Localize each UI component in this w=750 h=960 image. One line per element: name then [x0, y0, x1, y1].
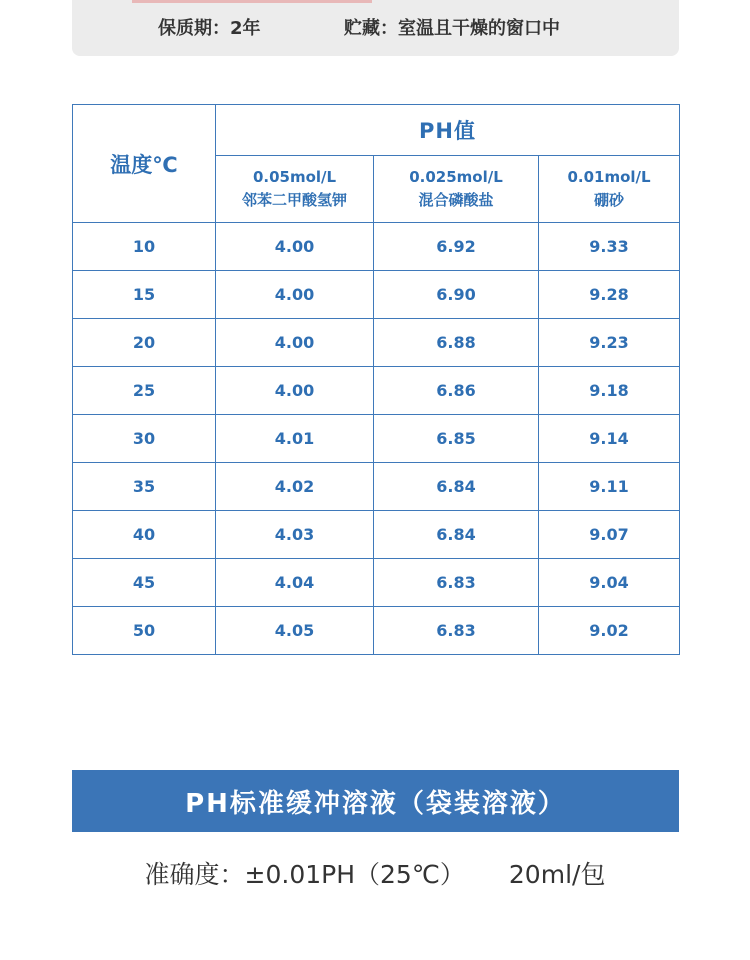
ph-cell-phthalate: 4.01 — [216, 415, 374, 463]
temperature-header: 温度℃ — [73, 105, 216, 223]
column-header-substance: 混合磷酸盐 — [418, 191, 494, 209]
column-header-substance: 硼砂 — [594, 191, 625, 209]
column-header-concentration: 0.01mol/L — [567, 168, 651, 186]
ph-cell-phosphate: 6.84 — [374, 463, 539, 511]
ph-cell-borax: 9.04 — [539, 559, 680, 607]
table-row — [73, 607, 680, 655]
ph-cell-borax: 9.14 — [539, 415, 680, 463]
ph-cell-borax: 9.28 — [539, 271, 680, 319]
temperature-cell: 30 — [73, 415, 216, 463]
ph-cell-phthalate: 4.05 — [216, 607, 374, 655]
table-row — [73, 463, 680, 511]
table-row — [73, 223, 680, 271]
accuracy-line — [0, 855, 750, 891]
ph-cell-phosphate: 6.85 — [374, 415, 539, 463]
table-row — [73, 559, 680, 607]
column-header-concentration: 0.05mol/L — [252, 168, 337, 186]
ph-cell-borax: 9.18 — [539, 367, 680, 415]
ph-cell-phosphate: 6.86 — [374, 367, 539, 415]
section-title: PH标准缓冲溶液（袋装溶液） — [185, 788, 566, 819]
section-title-banner — [72, 770, 679, 832]
ph-cell-phthalate: 4.00 — [216, 367, 374, 415]
ph-cell-phosphate: 6.83 — [374, 607, 539, 655]
ph-cell-phosphate: 6.92 — [374, 223, 539, 271]
temperature-cell: 45 — [73, 559, 216, 607]
table-row — [73, 271, 680, 319]
ph-cell-phthalate: 4.03 — [216, 511, 374, 559]
temperature-cell: 35 — [73, 463, 216, 511]
volume-text: 20ml/包 — [508, 860, 606, 889]
ph-cell-borax: 9.33 — [539, 223, 680, 271]
ph-cell-phthalate: 4.00 — [216, 223, 374, 271]
ph-value-table — [72, 104, 680, 655]
ph-cell-borax: 9.23 — [539, 319, 680, 367]
ph-cell-phosphate: 6.84 — [374, 511, 539, 559]
ph-cell-phthalate: 4.00 — [216, 319, 374, 367]
ph-cell-borax: 9.02 — [539, 607, 680, 655]
decorative-edge — [132, 0, 372, 3]
column-header-phthalate — [216, 156, 374, 223]
ph-cell-borax: 9.07 — [539, 511, 680, 559]
ph-cell-borax: 9.11 — [539, 463, 680, 511]
table-row — [73, 319, 680, 367]
product-info-band — [72, 0, 679, 56]
ph-cell-phosphate: 6.88 — [374, 319, 539, 367]
accuracy-text: 准确度：±0.01PH（25℃） — [144, 860, 465, 889]
temperature-cell: 20 — [73, 319, 216, 367]
ph-cell-phosphate: 6.83 — [374, 559, 539, 607]
ph-cell-phosphate: 6.90 — [374, 271, 539, 319]
column-header-borax — [539, 156, 680, 223]
temperature-cell: 25 — [73, 367, 216, 415]
shelf-life-text: 保质期：2年 — [158, 18, 261, 39]
storage-text: 贮藏：室温且干燥的窗口中 — [344, 18, 560, 39]
ph-value-header: PH值 — [216, 105, 680, 156]
column-header-phosphate — [374, 156, 539, 223]
column-header-concentration: 0.025mol/L — [409, 168, 503, 186]
table-row — [73, 511, 680, 559]
column-header-substance: 邻苯二甲酸氢钾 — [241, 191, 347, 209]
ph-cell-phthalate: 4.00 — [216, 271, 374, 319]
temperature-cell: 40 — [73, 511, 216, 559]
table-row — [73, 415, 680, 463]
temperature-cell: 50 — [73, 607, 216, 655]
table-row — [73, 367, 680, 415]
ph-cell-phthalate: 4.04 — [216, 559, 374, 607]
temperature-cell: 10 — [73, 223, 216, 271]
temperature-cell: 15 — [73, 271, 216, 319]
ph-cell-phthalate: 4.02 — [216, 463, 374, 511]
